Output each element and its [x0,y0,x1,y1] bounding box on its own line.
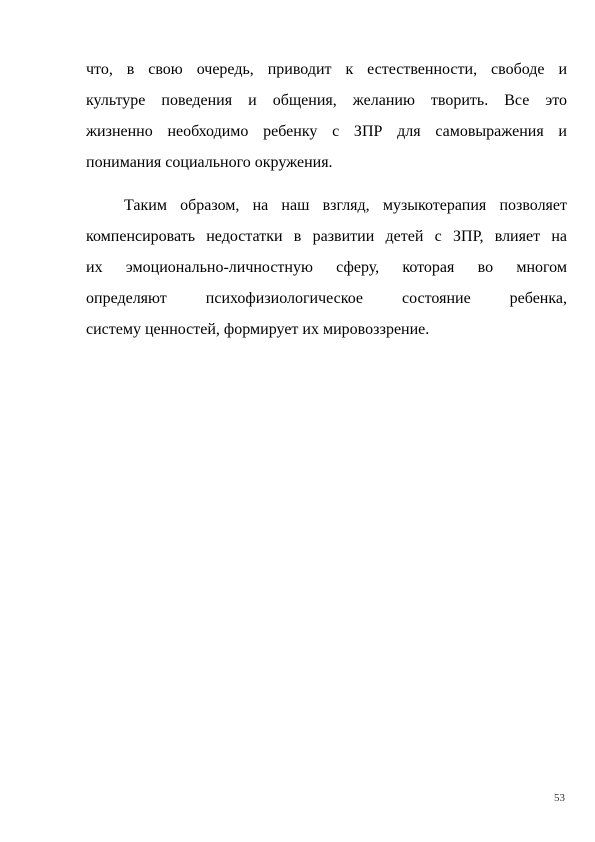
paragraph-1-line-2: культуре поведения и общения, желанию творить. Все это [86,92,567,109]
paragraph-1-line-4: понимания социального окружения. [86,154,333,171]
paragraph-2-line-1: Таким образом, на наш взгляд, музыкотерапия позволяет [124,197,567,214]
paragraph-2-line-4: определяют психофизиологическое состояние ребенка, [86,290,567,307]
paragraph-1-line-1: что, в свою очередь, приводит к естественности, свободе и [86,61,567,78]
paragraph-2-line-2: компенсировать недостатки в развитии детей с ЗПР, влияет на [86,228,567,245]
paragraph-2-line-3: их эмоционально-личностную сферу, которая во многом [86,259,567,276]
paragraph-gap [86,178,567,190]
body-text [86,54,567,345]
paragraph-2-line-5: систему ценностей, формирует их мировоззрение. [86,321,430,338]
paragraph-1-line-3: жизненно необходимо ребенку с ЗПР для самовыражения и [86,123,567,140]
page-number: 53 [554,792,565,804]
